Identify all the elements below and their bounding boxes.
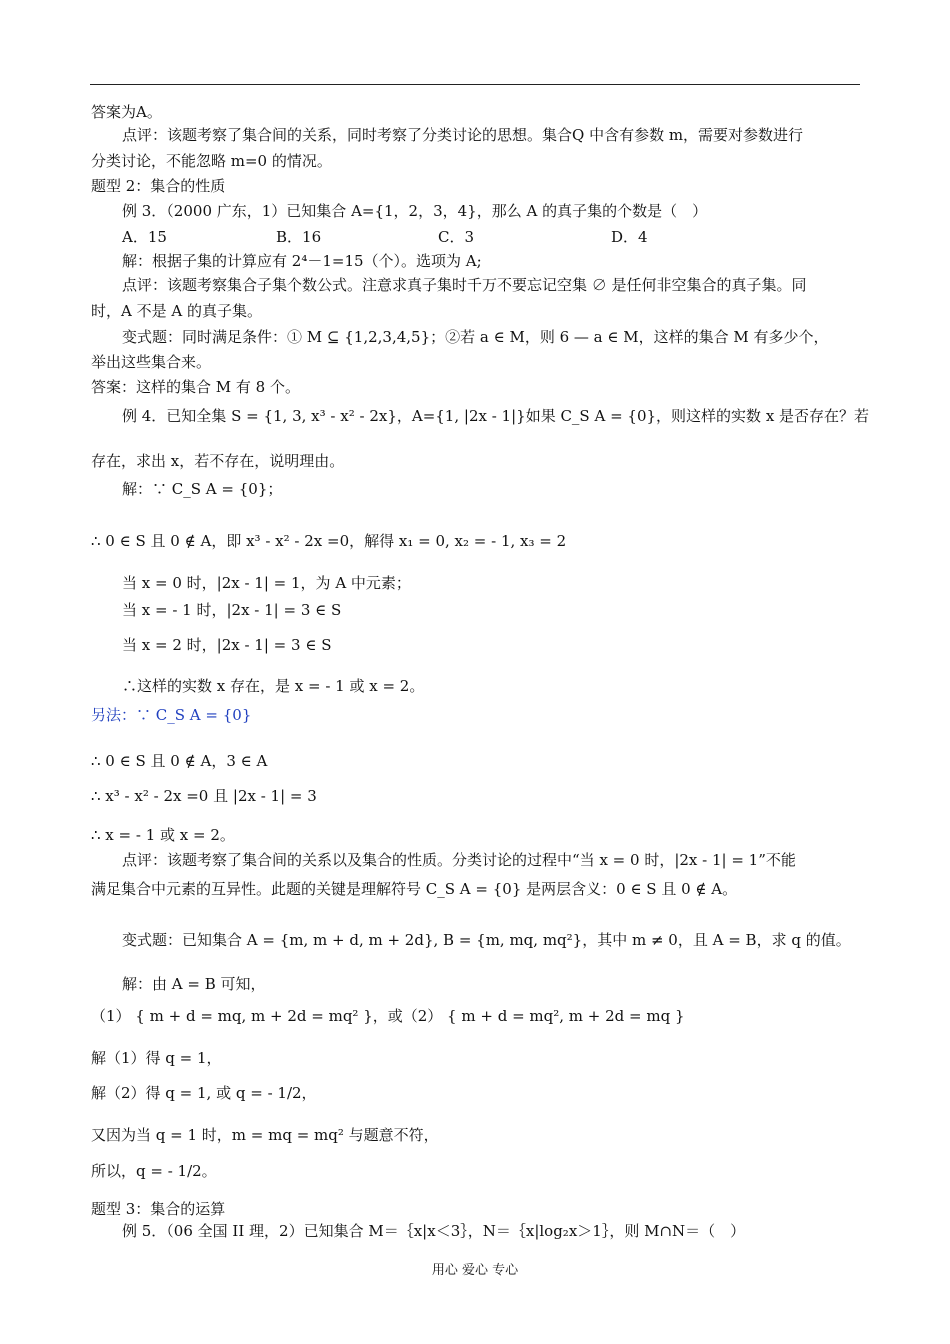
text-line: 变式题：同时满足条件：① M ⊆ {1,2,3,4,5}；②若 a ∈ M，则 6 — a ∈ M，这样的集合 M 有多少个， <box>122 328 829 346</box>
text-line: 题型 3：集合的运算 <box>91 1200 226 1218</box>
page-footer: 用心 爱心 专心 <box>431 1263 519 1278</box>
text-line: 解：∵ C_S A = {0}； <box>122 480 283 498</box>
text-line: 例 4．已知全集 S = {1, 3, x³ - x² - 2x}，A={1, |2x - 1|}如果 C_S A = {0}，则这样的实数 x 是否存在？若 <box>122 407 870 425</box>
text-line: 分类讨论，不能忽略 m=0 的情况。 <box>91 152 332 170</box>
text-line: 答案：这样的集合 M 有 8 个。 <box>91 378 300 396</box>
text-line: 点评：该题考察了集合间的关系以及集合的性质。分类讨论的过程中“当 x = 0 时，|2x - 1| = 1”不能 <box>122 851 796 869</box>
text-line: 答案为A。 <box>91 103 162 121</box>
text-line: 当 x = 0 时，|2x - 1| = 1，为 A 中元素； <box>122 574 411 592</box>
text-line: D．4 <box>611 228 648 246</box>
text-line: 时，A 不是 A 的真子集。 <box>91 302 262 320</box>
text-line: 例 5．（06 全国 II 理，2）已知集合 M＝｛x|x＜3｝，N＝｛x|log₂x＞1｝，则 M∩N＝（ ） <box>122 1222 746 1240</box>
text-line: 解：根据子集的计算应有 2⁴－1=15（个）。选项为 A; <box>122 252 482 270</box>
text-line: 存在，求出 x，若不存在，说明理由。 <box>91 452 345 470</box>
text-line: ∴ x = - 1 或 x = 2。 <box>91 826 235 844</box>
text-line: C．3 <box>438 228 475 246</box>
text-line: A．15 <box>122 228 167 246</box>
text-line: 当 x = - 1 时，|2x - 1| = 3 ∈ S <box>122 601 342 619</box>
text-line: 解（2）得 q = 1, 或 q = - 1/2， <box>91 1084 317 1102</box>
text-line: 又因为当 q = 1 时，m = mq = mq² 与题意不符， <box>91 1126 439 1144</box>
header-rule <box>90 84 860 85</box>
text-line: 例 3．（2000 广东，1）已知集合 A={1，2，3，4}，那么 A 的真子集的个数是（ ） <box>122 202 708 220</box>
text-line: 解：由 A = B 可知， <box>122 975 266 993</box>
text-line: ∴ 0 ∈ S 且 0 ∉ A，即 x³ - x² - 2x =0，解得 x₁ = 0, x₂ = - 1, x₃ = 2 <box>91 532 567 550</box>
text-line: ∴ x³ - x² - 2x =0 且 |2x - 1| = 3 <box>91 787 317 805</box>
text-line: 所以，q = - 1/2。 <box>91 1162 217 1180</box>
text-line: 解（1）得 q = 1， <box>91 1049 222 1067</box>
text-line: 变式题：已知集合 A = {m, m + d, m + 2d}, B = {m, mq, mq²}，其中 m ≠ 0，且 A = B，求 q 的值。 <box>122 931 851 949</box>
text-line: B．16 <box>276 228 322 246</box>
text-line: （1） { m + d = mq, m + 2d = mq² }，或（2） { m + d = mq², m + 2d = mq } <box>91 1007 685 1025</box>
text-line: 点评：该题考察集合子集个数公式。注意求真子集时千万不要忘记空集 ∅ 是任何非空集合的真子集。同 <box>122 276 807 294</box>
text-line: 另法：∵ C_S A = {0} <box>91 706 252 724</box>
text-line: ∴这样的实数 x 存在，是 x = - 1 或 x = 2。 <box>122 677 425 695</box>
text-line: 满足集合中元素的互异性。此题的关键是理解符号 C_S A = {0} 是两层含义：0 ∈ S 且 0 ∉ A。 <box>91 880 738 898</box>
text-line: 举出这些集合来。 <box>91 353 212 371</box>
text-line: 当 x = 2 时，|2x - 1| = 3 ∈ S <box>122 636 332 654</box>
text-line: 题型 2：集合的性质 <box>91 177 226 195</box>
text-line: 点评：该题考察了集合间的关系，同时考察了分类讨论的思想。集合Q 中含有参数 m，需要对参数进行 <box>122 126 804 144</box>
text-line: ∴ 0 ∈ S 且 0 ∉ A，3 ∈ A <box>91 752 268 770</box>
